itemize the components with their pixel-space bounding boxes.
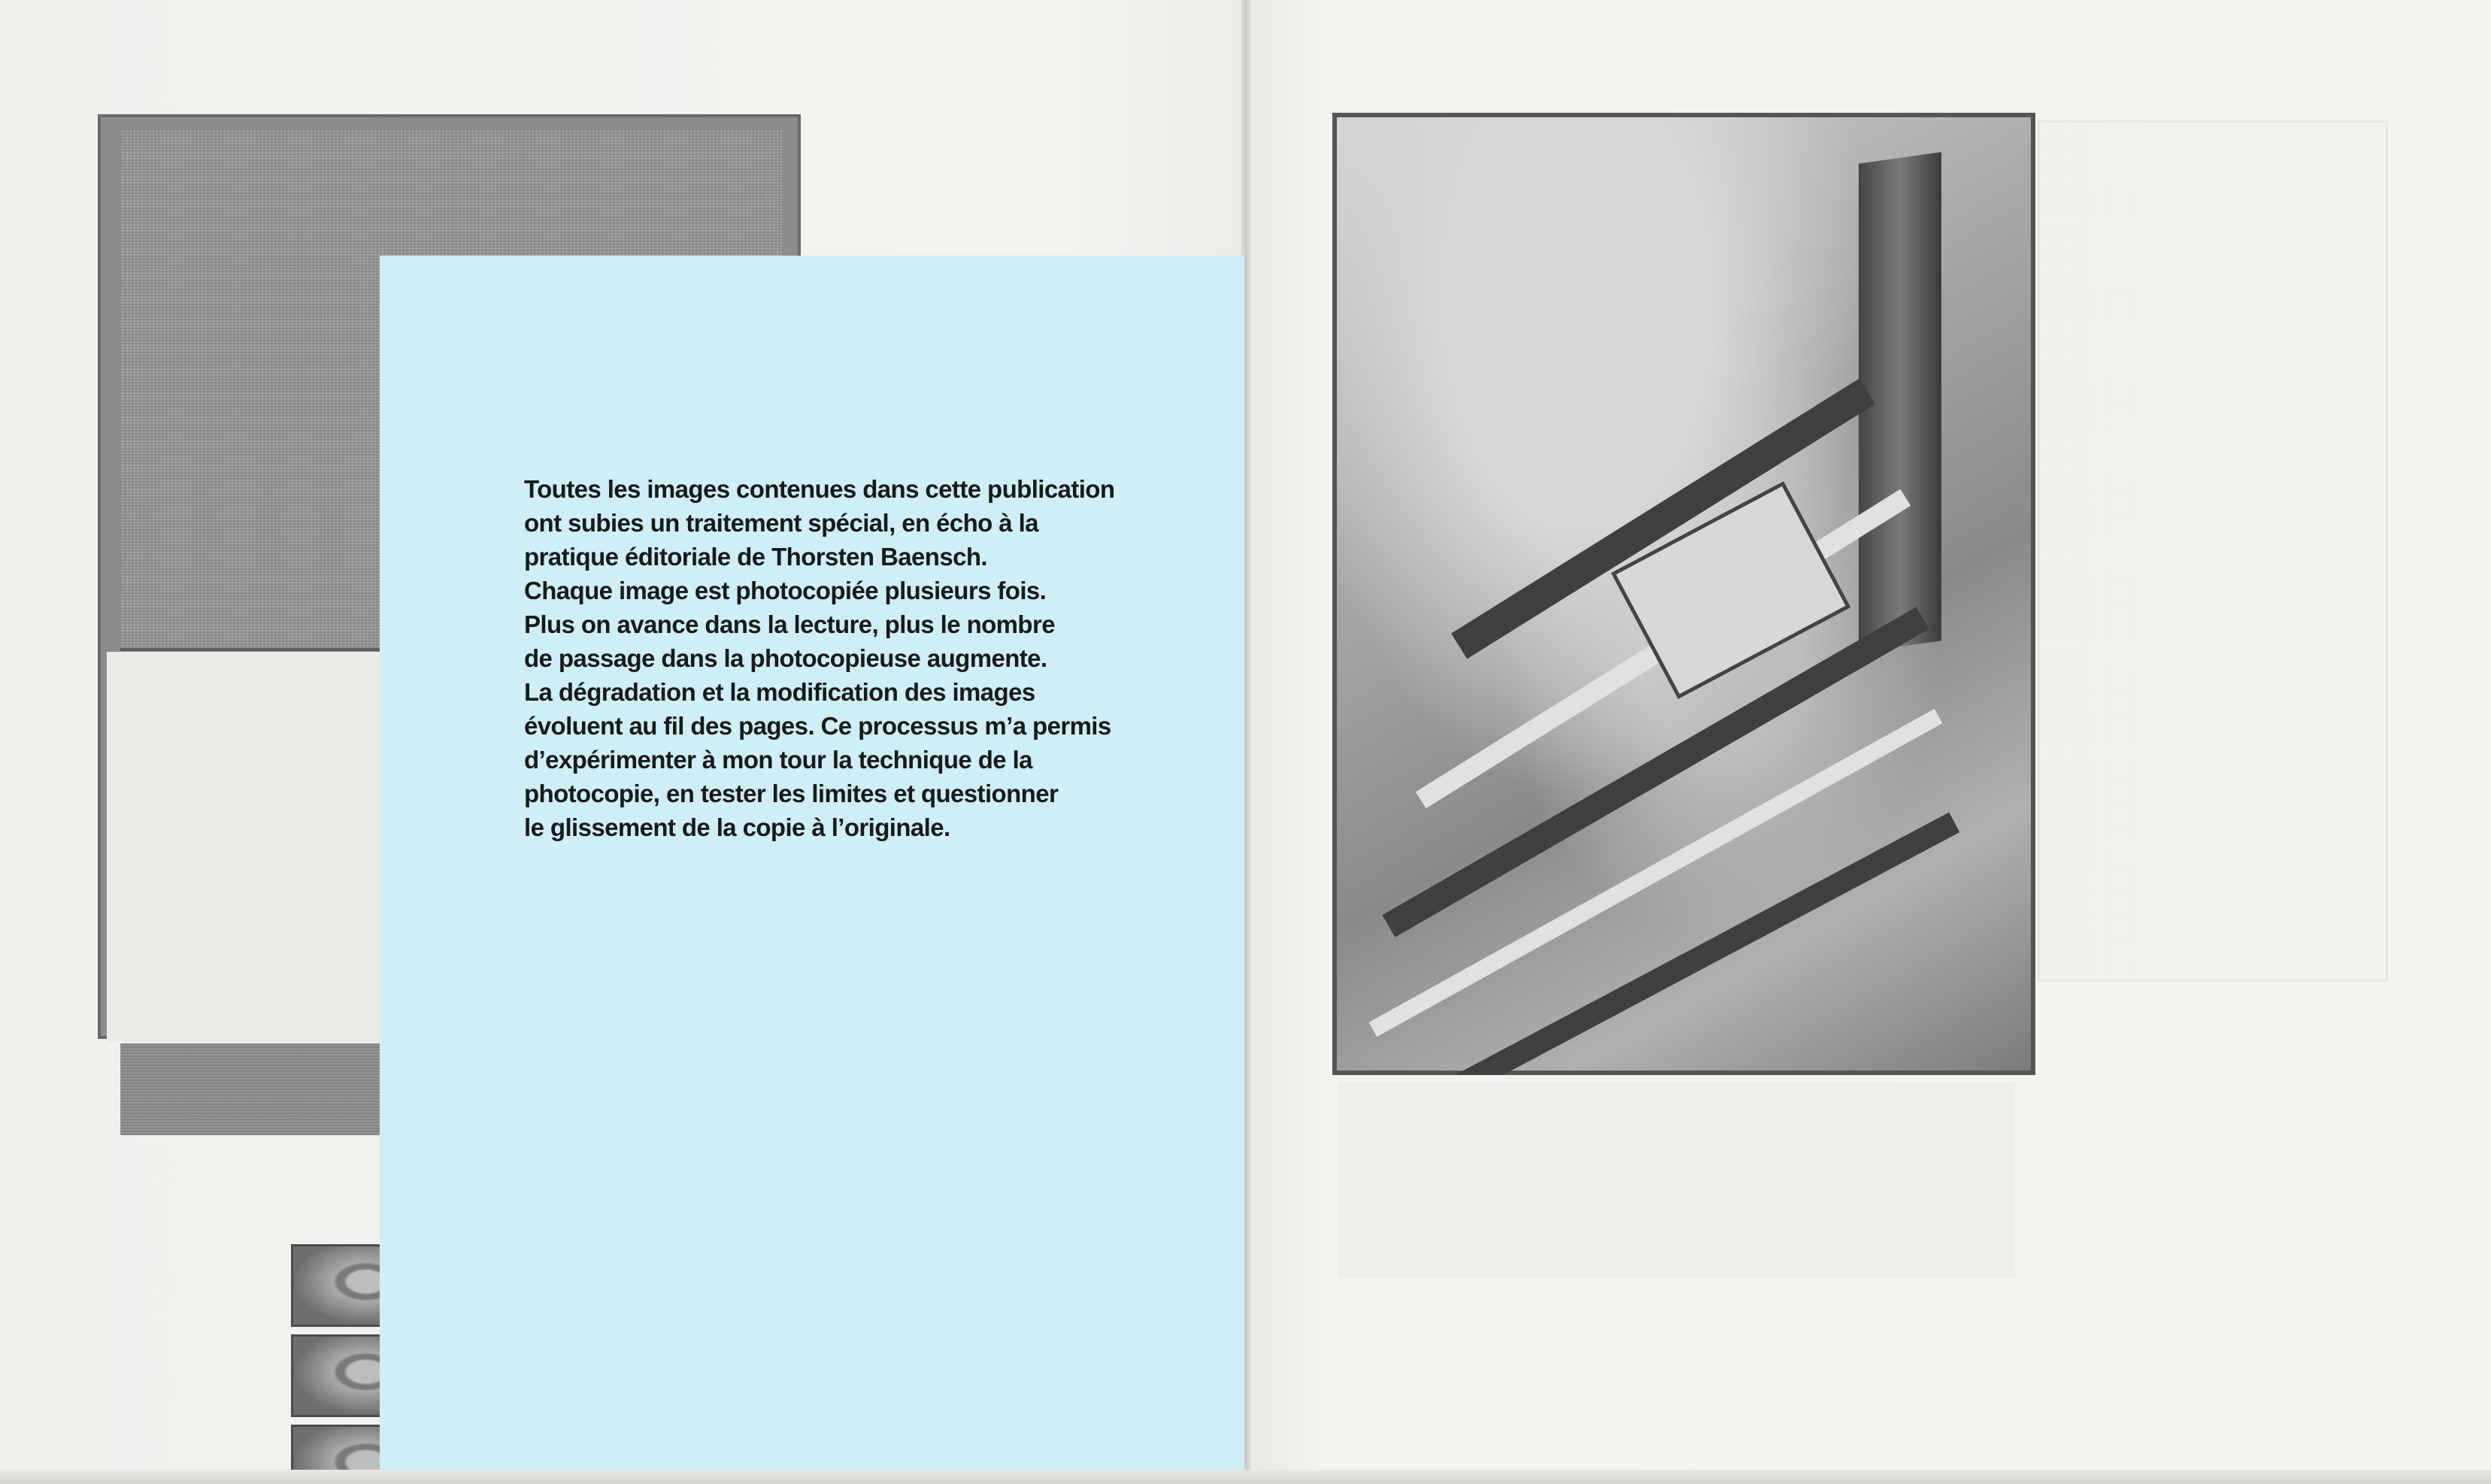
show-through-page: [2038, 120, 2388, 982]
insert-paragraph: [524, 472, 1201, 844]
paragraph-line: La dégradation et la modification des images: [524, 678, 1035, 706]
paragraph-line: pratique éditoriale de Thorsten Baensch.: [524, 543, 987, 571]
blue-insert-sheet: [380, 256, 1244, 1484]
paragraph-line: Plus on avance dans la lecture, plus le nombre: [524, 610, 1055, 638]
photocopied-copier-photo: [1332, 113, 2035, 1075]
show-through-area: [1338, 1083, 2015, 1278]
book-bottom-edge: [0, 1470, 2491, 1484]
paragraph-line: d’expérimenter à mon tour la technique de la: [524, 746, 1032, 774]
paragraph-line: Chaque image est photocopiée plusieurs fois.: [524, 577, 1047, 604]
paragraph-line: Toutes les images contenues dans cette publication: [524, 475, 1115, 503]
paragraph-line: le glissement de la copie à l’originale.: [524, 813, 950, 841]
paragraph-line: de passage dans la photocopieuse augmente.: [524, 644, 1047, 672]
copier-edge: [1352, 812, 1960, 1075]
paragraph-line: ont subies un traitement spécial, en écho à la: [524, 509, 1038, 537]
paragraph-line: évoluent au fil des pages. Ce processus m’a permis: [524, 712, 1111, 740]
paragraph-line: photocopie, en tester les limites et questionner: [524, 780, 1059, 807]
